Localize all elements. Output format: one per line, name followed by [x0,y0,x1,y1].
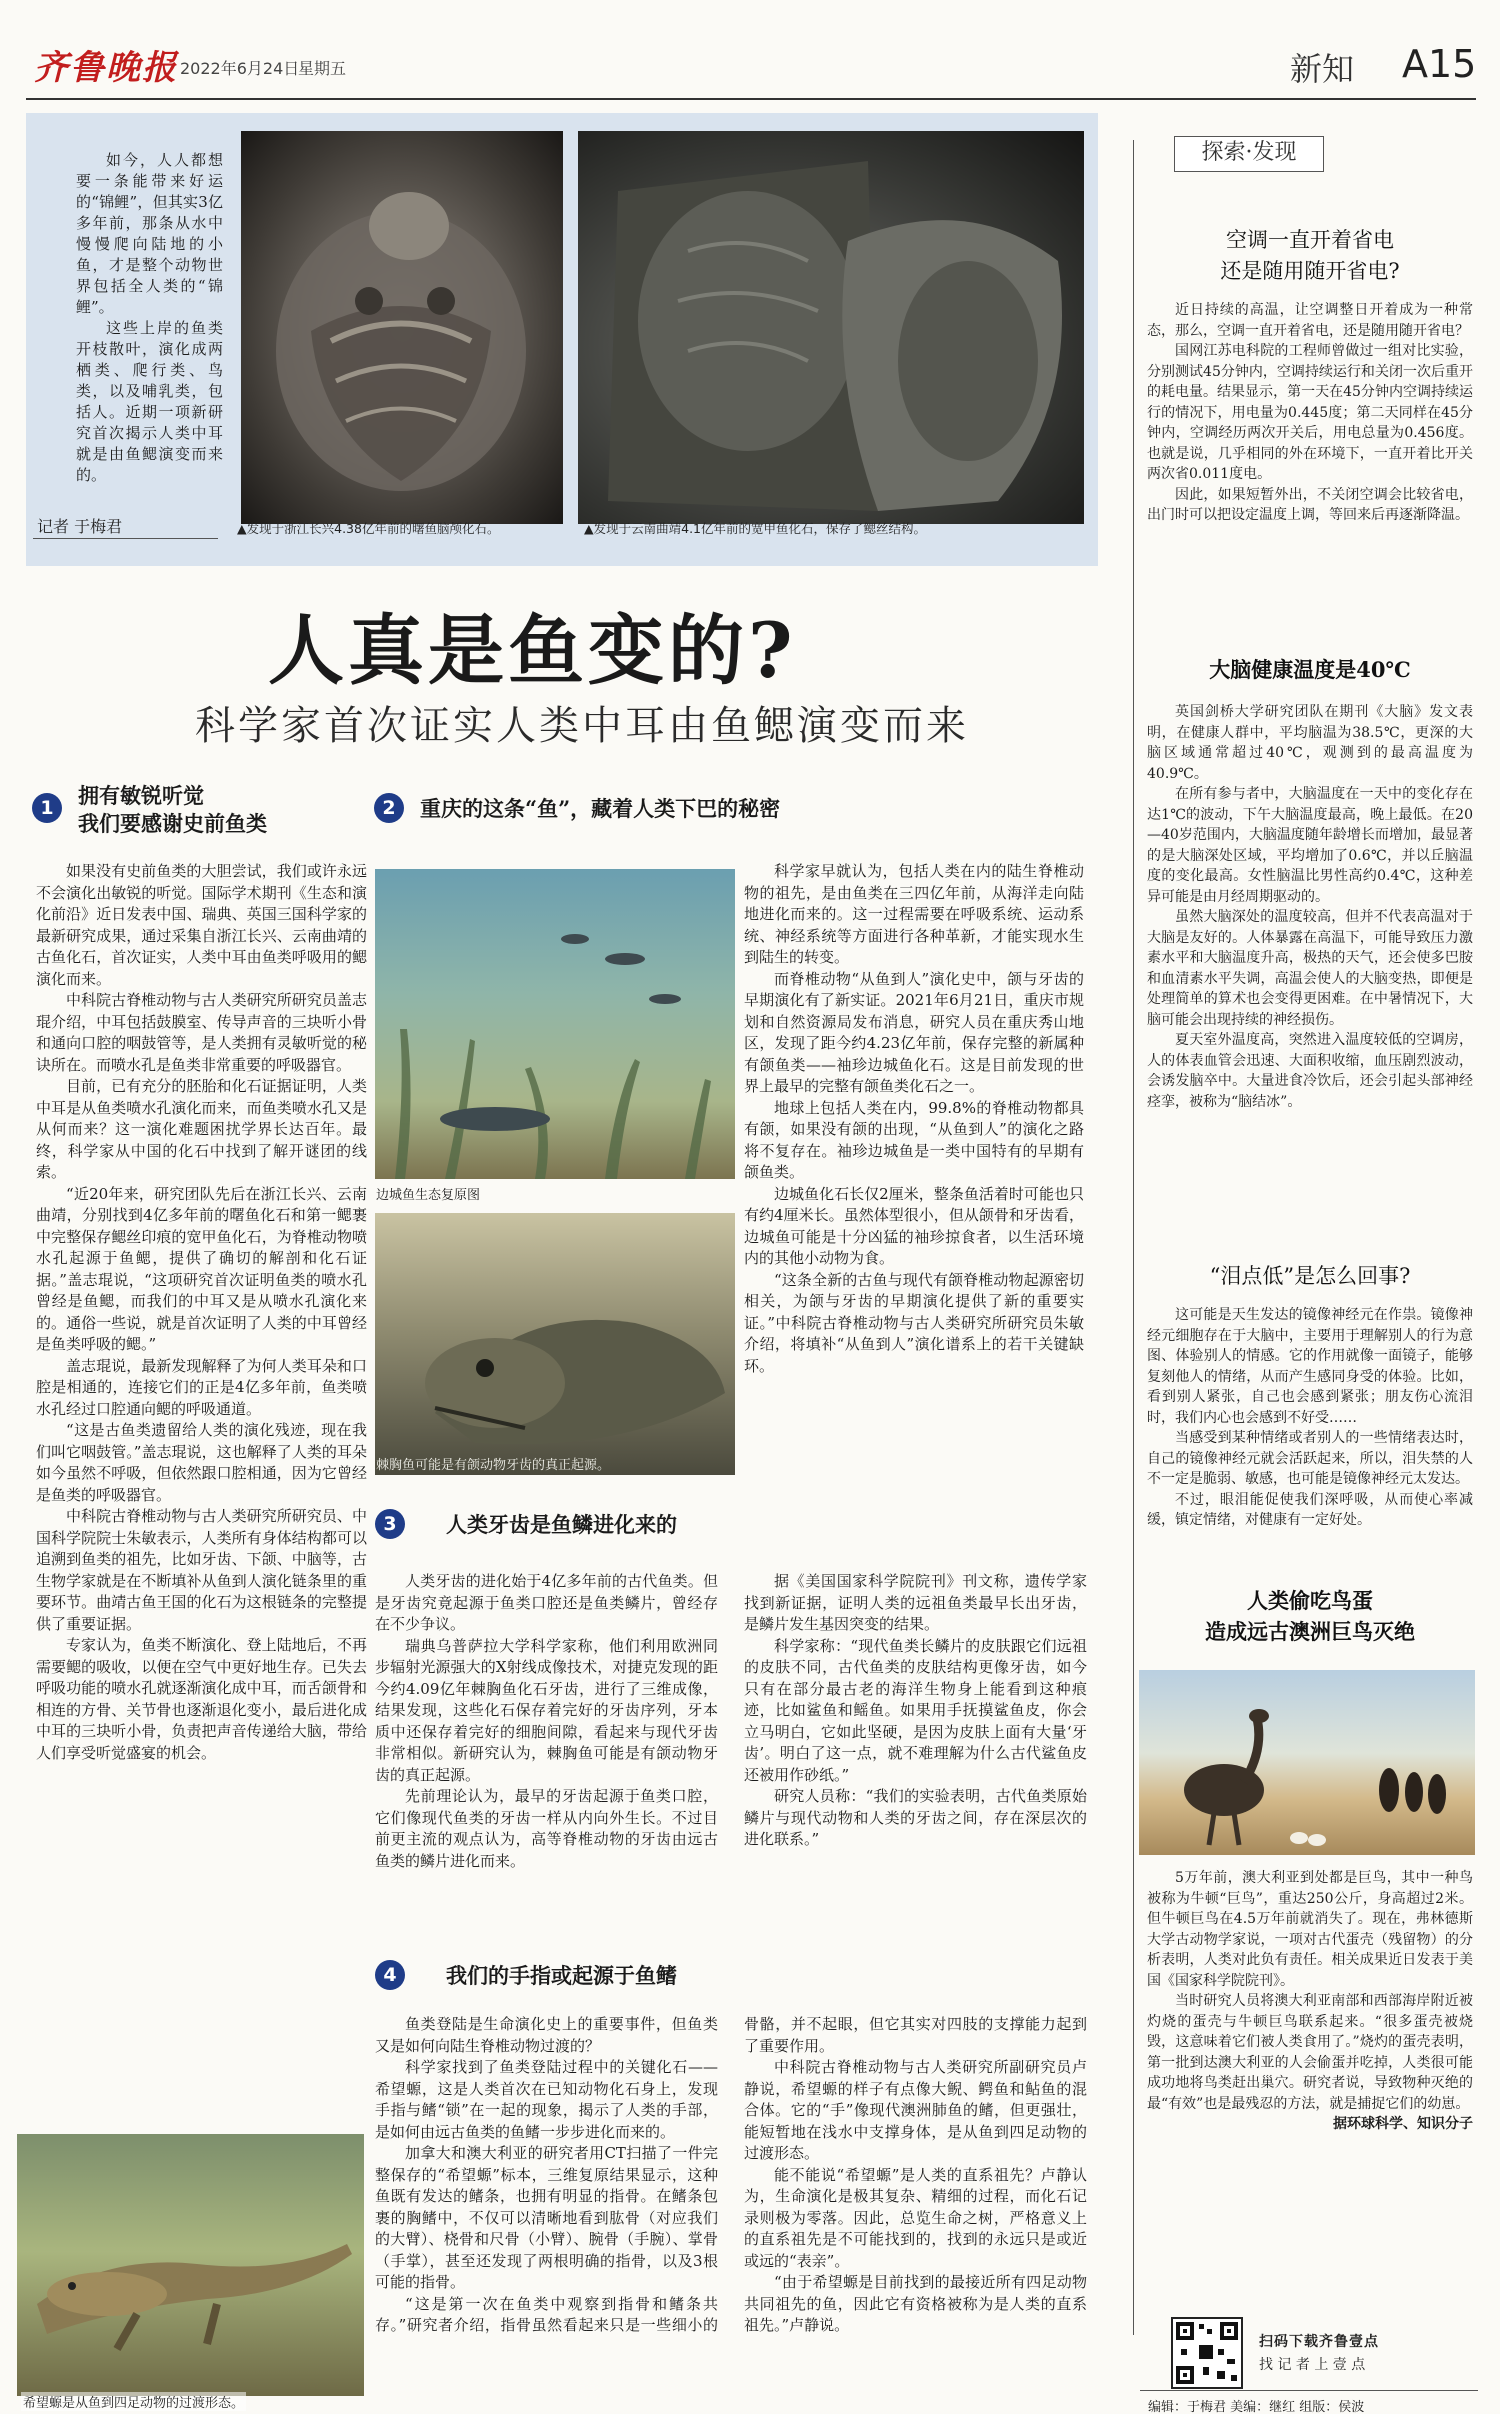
newspaper-logo: 齐鲁晚报 [34,48,178,88]
a1-paragraph: 因此，如果短暂外出，不关闭空调会比较省电，出门时可以把设定温度上调，等回来后再逐渐降温。 [1147,486,1473,523]
lead-paragraph: 这些上岸的鱼类开枝散叶，演化成两栖类、爬行类、鸟类，以及哺乳类，包括人。近期一项新研究首次揭示人类中耳就是由鱼鳃演变而来的。 [76,319,223,484]
main-headline: 人真是鱼变的? [268,606,797,695]
a4-paragraph: 5万年前，澳大利亚到处都是巨鸟，其中一种鸟被称为牛顿“巨鸟”，重达250公斤，身高超过2米。但牛顿巨鸟在4.5万年前就消失了。现在，弗林德斯大学古动物学家说，一项对古代蛋壳（残留物）的分析表明，人类对此负有责任。相关成果近日发表于美国《国家科学院院刊》。 [1147,1870,1473,1989]
sidebar-tag: 探索·发现 [1174,136,1324,172]
section4-body [375,2014,1087,2409]
issue-weekday: 星期五 [298,59,347,78]
s1-paragraph: 中科院古脊椎动物与古人类研究所研究员盖志琨介绍，中耳包括鼓膜室、传导声音的三块听小骨和通向口腔的咽鼓管等，是人类拥有灵敏听觉的秘诀所在。而喷水孔是鱼类非常重要的呼吸器官。 [36,991,367,1074]
section1-body [36,861,367,1764]
xiwangyuan-illustration [17,2134,364,2396]
s3-paragraph: 瑞典乌普萨拉大学科学家称，他们利用欧洲同步辐射光源强大的X射线成像技术，对捷克发现的距今约4.09亿年棘胸鱼化石牙齿，进行了三维成像，结果发现，这些化石保存着完好的牙齿序列，牙本质中还保存着完好的细胞间隙，看起来与现代牙齿非常相似。新研究认为，棘胸鱼可能是有颌动物牙齿的真正起源。 [375,1636,718,1784]
lead-paragraph: 如今，人人都想要一条能带来好运的“锦鲤”，但其实3亿多年前，那条从水中慢慢爬向陆地的小鱼，才是整个动物世界包括全人类的“锦鲤”。 [76,151,223,316]
sub-headline: 科学家首次证实人类中耳由鱼鳃演变而来 [195,703,969,749]
s1-paragraph: “这是古鱼类遗留给人类的演化残迹，现在我们叫它咽鼓管。”盖志琨说，这也解释了人类的耳朵如今虽然不呼吸，但依然跟口腔相通，因为它曾经是鱼类的呼吸器官。 [36,1421,367,1504]
s1-paragraph: 中科院古脊椎动物与古人类研究所研究员、中国科学院院士朱敏表示，人类所有身体结构都可以追溯到鱼类的祖先，比如牙齿、下颌、中脑等，古生物学家就是在不断填补从鱼到人演化链条里的重要环节。曲靖古鱼王国的化石为这根链条的完整提供了重要证据。 [36,1507,367,1633]
lead-text [76,150,223,486]
s1-paragraph: 专家认为，鱼类不断演化、登上陆地后，不再需要鳃的吸收，以便在空气中更好地生存。已失去呼吸功能的喷水孔就逐渐演化成中耳，而舌颌骨和相连的方骨、关节骨也逐渐退化变小，最后进化成中耳的三块听小骨，负责把声音传递给大脑，带给人们享受听觉盛宴的机会。 [36,1636,367,1762]
s3-paragraph: 研究人员称：“我们的实验表明，古代鱼类原始鳞片与现代动物和人类的牙齿之间，存在深层次的进化联系。” [744,1787,1087,1848]
s4-caption: 希望螈是从鱼到四足动物的过渡形态。 [21,2392,246,2411]
section2-title: 重庆的这条“鱼”，藏着人类下巴的秘密 [420,796,781,821]
header-rule [26,98,1476,100]
section3-body [375,1571,1087,1961]
s3-paragraph: 先前理论认为，最早的牙齿起源于鱼类口腔，它们像现代鱼类的牙齿一样从内向外生长。不过目前更主流的观点认为，高等脊椎动物的牙齿由远古鱼类的鳞片进化而来。 [375,1787,718,1870]
sidebar-a3-title: “泪点低”是怎么回事? [1209,1264,1411,1288]
sidebar-rule [1133,140,1134,2335]
s2-paragraph: 而脊椎动物“从鱼到人”演化史中，颌与牙齿的早期演化有了新实证。2021年6月21日，重庆市规划和自然资源局发布消息，研究人员在重庆秀山地区，发现了距今约4.23亿年前，保存完整的新属种有颌鱼类——袖珍边城鱼化石。这是目前发现的世界上最早的完整有颌鱼类化石之一。 [744,969,1084,1095]
a4-paragraph: 当时研究人员将澳大利亚南部和西部海岸附近被灼烧的蛋壳与牛顿巨鸟联系起来。“很多蛋壳被烧毁，这意味着它们被人类食用了。”烧灼的蛋壳表明，第一批到达澳大利亚的人会偷蛋并吃掉，人类很可能成功地将鸟类赶出巢穴。研究者说，导致物种灭绝的最“有效”也是最残忍的方法，就是捕捉它们的幼崽。 [1147,1993,1473,2112]
page-credits: 编辑：于梅君 美编：继红 组版：侯波 [1148,2400,1365,2414]
s1-paragraph: 盖志琨说，最新发现解释了为何人类耳朵和口腔是相通的，连接它们的正是4亿多年前，鱼类喷水孔经过口腔通向鳃的呼吸通道。 [36,1356,367,1418]
s2-paragraph: 科学家早就认为，包括人类在内的陆生脊椎动物的祖先，是由鱼类在三四亿年前，从海洋走向陆地进化而来的。这一过程需要在呼吸系统、运动系统、神经系统等方面进行各种革新，才能实现水生到陆生的转变。 [744,862,1084,966]
a3-paragraph: 当感受到某种情绪或者别人的一些情绪表达时，自己的镜像神经元就会活跃起来，所以，泪失禁的人不一定是脆弱、敏感，也可能是镜像神经元太发达。 [1147,1430,1473,1487]
byline-rule [33,538,218,539]
qr-code[interactable] [1171,2317,1243,2389]
sidebar-a4-title: 人类偷吃鸟蛋 造成远古澳洲巨鸟灭绝 [1205,1588,1415,1644]
s2-caption1: 边城鱼生态复原图 [376,1188,481,1203]
section4-number: 4 [375,1960,405,1990]
s2-caption2: 棘胸鱼可能是有颌动物牙齿的真正起源。 [376,1458,611,1473]
section2-number: 2 [374,793,404,823]
a2-paragraph: 夏天室外温度高，突然进入温度较低的空调房，人的体表血管会迅速、大面积收缩，血压剧烈波动，会诱发脑卒中。大量进食冷饮后，还会引起头部神经痉挛，被称为“脑结冰”。 [1147,1032,1473,1110]
sidebar-a1-body [1147,300,1473,526]
qr-caption-line1: 扫码下载齐鲁壹点 [1259,2334,1379,2350]
s1-paragraph: 如果没有史前鱼类的大胆尝试，我们或许永远不会演化出敏锐的听觉。国际学术期刊《生态和演化前沿》近日发表中国、瑞典、英国三国科学家的最新研究成果，通过采集自浙江长兴、云南曲靖的古鱼化石，首次证实，人类中耳由鱼类呼吸用的鳃演化而来。 [36,862,367,988]
footer-rule [1140,2390,1478,2391]
qr-caption-line2: 找 记 者 上 壹 点 [1259,2357,1366,2373]
sidebar-a4-body [1147,1868,1473,2135]
section1-title: 拥有敏锐听觉 我们要感谢史前鱼类 [78,783,267,836]
fossil-photo-kuanjiayu [578,131,1084,524]
s4-paragraph: 中科院古脊椎动物与古人类研究所副研究员卢静说，希望螈的样子有点像大鲵、鳄鱼和鲇鱼的混合体。它的“手”像现代澳洲肺鱼的鳍，但更强壮，能短暂地在浅水中支撑身体，是从鱼到四足动物的过渡形态。 [744,2058,1087,2162]
a3-paragraph: 不过，眼泪能促使我们深呼吸，从而使心率减缓，镇定情绪，对健康有一定好处。 [1147,1491,1473,1528]
page-number: A15 [1402,42,1477,86]
a1-paragraph: 国网江苏电科院的工程师曾做过一组对比实验，分别测试45分钟内，空调持续运行和关闭一次后重开的耗电量。结果显示，第一天在45分钟内空调持续运行的情况下，用电量为0.445度；第二天同样在45分钟内，空调经历两次开关后，用电总量为0.456度。也就是说，几乎相同的外在环境下，一直开着比开关两次省0.011度电。 [1147,343,1473,482]
reporter-byline: 记者 于梅君 [37,517,123,536]
s3-paragraph: 人类牙齿的进化始于4亿多年前的古代鱼类。但是牙齿究竟起源于鱼类口腔还是鱼类鳞片，曾经存在不少争议。 [375,1572,718,1633]
s4-paragraph: 加拿大和澳大利亚的研究者用CT扫描了一件完整保存的“希望螈”标本，三维复原结果显示，这种鱼既有发达的鳍条，也拥有明显的指骨。在鳍条包裹的胸鳍中，不仅可以清晰地看到肱骨（对应我们的大臂）、桡骨和尺骨（小臂）、腕骨（手腕）、掌骨（手掌），甚至还发现了两根明确的指骨，以及3根可能的指骨。 [375,2144,718,2291]
a3-paragraph: 这可能是天生发达的镜像神经元在作祟。镜像神经元细胞存在于大脑中，主要用于理解别人的行为意图、体验别人的情感。它的作用就像一面镜子，能够复刻他人的情绪，从而产生感同身受的体验。比如，看到别人紧张，自己也会感到紧张；朋友伤心流泪时，我们内心也会感到不好受…… [1147,1307,1473,1426]
issue-date: 2022年6月24日 [180,59,300,78]
bianchengyu-illustration [375,869,735,1179]
masthead [0,0,1500,100]
photo1-caption: ▲发现于浙江长兴4.38亿年前的曙鱼脑颅化石。 [237,521,500,536]
jixiongyu-photo [375,1213,735,1475]
a1-paragraph: 近日持续的高温，让空调整日开着成为一种常态，那么，空调一直开着省电，还是随用随开省电？ [1147,302,1473,339]
giant-bird-illustration [1139,1670,1475,1855]
s3-paragraph: 据《美国国家科学院院刊》刊文称，遗传学家找到新证据，证明人类的远祖鱼类最早长出牙齿，是鳞片发生基因突变的结果。 [744,1572,1087,1633]
fossil-photo-shuyu [241,131,563,524]
sidebar-a2-body [1147,702,1473,1112]
a4-source: 据环球科学、知识分子 [1333,2116,1473,2132]
s4-paragraph: 鱼类登陆是生命演化史上的重要事件，但鱼类又是如何向陆生脊椎动物过渡的？ [375,2015,718,2055]
s1-paragraph: 目前，已有充分的胚胎和化石证据证明，人类中耳是从鱼类喷水孔演化而来，而鱼类喷水孔又是从何而来？这一演化难题困扰学界长达百年。最终，科学家从中国的化石中找到了解开谜团的线索。 [36,1077,367,1181]
section3-number: 3 [375,1509,405,1539]
s2-paragraph: 边城鱼化石长仅2厘米，整条鱼活着时可能也只有约4厘米长。虽然体型很小，但从颌骨和牙齿看，边城鱼可能是十分凶猛的袖珍掠食者，以生活环境内的其他小动物为食。 [744,1184,1084,1267]
a2-paragraph: 虽然大脑深处的温度较高，但并不代表高温对于大脑是友好的。人体暴露在高温下，可能导致压力激素水平和大脑温度升高，极热的天气，还会使多巴胺和血清素水平失调，高温会使人的大脑变热，即便是处理简单的算术也会变得更困难。在中暑情况下，大脑可能会出现持续的神经损伤。 [1147,909,1473,1028]
section-name: 新知 [1290,50,1355,88]
s2-paragraph: 地球上包括人类在内，99.8%的脊椎动物都具有颌，如果没有颌的出现，“从鱼到人”的演化之路将不复存在。袖珍边城鱼是一类中国特有的早期有颌鱼类。 [744,1098,1084,1181]
section2-body [744,861,1084,1377]
section4-title: 我们的手指或起源于鱼鳍 [446,1963,677,1988]
s4-paragraph: 科学家找到了鱼类登陆过程中的关键化石——希望螈，这是人类首次在已知动物化石身上，发现手指与鳍“锁”在一起的现象，揭示了人类的手部，是如何由远古鱼类的鱼鳍一步步进化而来的。 [375,2058,718,2141]
a2-paragraph: 英国剑桥大学研究团队在期刊《大脑》发文表明，在健康人群中，平均脑温为38.5℃，更深的大脑区域通常超过40℃，观测到的最高温度为40.9℃。 [1147,704,1473,782]
section1-number: 1 [32,793,62,823]
section3-title: 人类牙齿是鱼鳞进化来的 [446,1512,677,1537]
sidebar-a3-body [1147,1305,1473,1531]
s3-paragraph: 科学家称：“现代鱼类长鳞片的皮肤跟它们远祖的皮肤不同，古代鱼类的皮肤结构更像牙齿，如今只有在部分最古老的海洋生物身上能看到这种痕迹，比如鲨鱼和鳐鱼。如果用手抚摸鲨鱼皮，你会立马明白，它如此坚硬，是因为皮肤上面有大量‘牙齿’。明白了这一点，就不难理解为什么古代鲨鱼皮还被用作砂纸。” [744,1636,1087,1784]
s2-paragraph: “这条全新的古鱼与现代有颌脊椎动物起源密切相关，为颌与牙齿的早期演化提供了新的重要实证。”中科院古脊椎动物与古人类研究所研究员朱敏介绍，将填补“从鱼到人”演化谱系上的若干关键缺环。 [744,1270,1084,1375]
photo2-caption: ▲发现于云南曲靖4.1亿年前的宽甲鱼化石，保存了鳃丝结构。 [584,521,926,536]
a2-paragraph: 在所有参与者中，大脑温度在一天中的变化存在达1℃的波动，下午大脑温度最高，晚上最低。在20—40岁范围内，大脑温度随年龄增长而增加，最显著的是大脑深处区域，平均增加了0.6℃，并以丘脑温度的变化最高。女性脑温比男性高约0.4℃，这种差异可能是由月经周期驱动的。 [1147,786,1473,905]
s4-paragraph: “这是第一次在鱼类中观察到指骨和鳍条共存。”研究者介绍，指骨虽然看起来只是一些细小的骨骼，并不起眼，但它其实对四肢的支撑能力起到了重要作用。 [375,2015,1087,2334]
s1-paragraph: “近20年来，研究团队先后在浙江长兴、云南曲靖，分别找到4亿多年前的曙鱼化石和第一鳃裹中完整保存鳃丝印痕的宽甲鱼化石，为脊椎动物喷水孔起源于鱼鳃，提供了确切的解剖和化石证据。”盖志琨说，“这项研究首次证明鱼类的喷水孔曾经是鱼鳃，而我们的中耳又是从喷水孔演化来的。通俗一些说，就是首次证明了人类的中耳曾经是鱼类呼吸的鳃。” [36,1184,367,1353]
sidebar-a1-title: 空调一直开着省电 还是随用随开省电? [1220,228,1400,283]
sidebar-a2-title: 大脑健康温度是40℃ [1209,657,1411,682]
s4-paragraph: 能不能说“希望螈”是人类的直系祖先？卢静认为，生命演化是极其复杂、精细的过程，而化石记录则极为零落。因此，总览生命之树，严格意义上的直系祖先是不可能找到的，找到的永远只是或近或远的“表亲”。 [744,2165,1087,2270]
s4-paragraph: “由于希望螈是目前找到的最接近所有四足动物共同祖先的鱼，因此它有资格被称为是人类的直系祖先。”卢静说。 [744,2273,1087,2334]
